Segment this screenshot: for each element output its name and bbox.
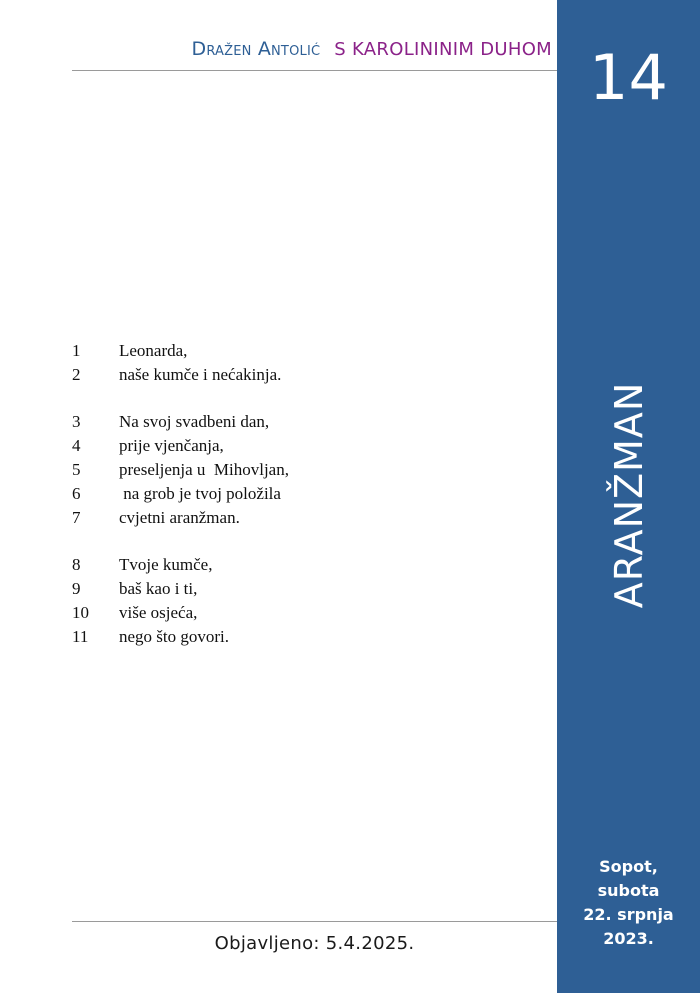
line-text: više osjeća, (119, 603, 198, 622)
line-number: 9 (72, 579, 81, 598)
line-number: 2 (72, 365, 81, 384)
poem-body (72, 340, 532, 673)
line-text: preseljenja u Mihovljan, (119, 460, 289, 479)
stanza (72, 554, 532, 650)
poem-line (72, 626, 532, 650)
page-header (72, 38, 552, 68)
poem-title: ARANŽMAN (607, 381, 651, 609)
stanza (72, 340, 532, 388)
line-number: 1 (72, 341, 81, 360)
line-text: Na svoj svadbeni dan, (119, 412, 270, 431)
book-title: S KAROLININIM DUHOM (334, 39, 552, 60)
poem-line (72, 483, 532, 507)
line-number: 7 (72, 508, 81, 527)
line-number: 5 (72, 460, 81, 479)
line-number: 3 (72, 412, 81, 431)
poem-line (72, 507, 532, 531)
line-text: baš kao i ti, (119, 579, 198, 598)
header-rule (72, 70, 557, 71)
sidebar (557, 0, 700, 993)
poem-line (72, 554, 532, 578)
line-text: cvjetni aranžman. (119, 508, 240, 527)
line-text: Leonarda, (119, 341, 188, 360)
place-date-line: 22. srpnja (583, 905, 674, 924)
line-number: 6 (72, 484, 81, 503)
line-number: 10 (72, 603, 89, 622)
place-date-line: subota (597, 881, 660, 900)
line-text: naše kumče i nećakinja. (119, 365, 282, 384)
line-text: na grob je tvoj položila (119, 484, 281, 503)
stanza (72, 411, 532, 531)
poem-line (72, 459, 532, 483)
line-text: Tvoje kumče, (119, 555, 213, 574)
line-number: 8 (72, 555, 81, 574)
published-date: Objavljeno: 5.4.2025. (214, 933, 415, 954)
page-number: 14 (589, 41, 668, 114)
place-date-line: 2023. (603, 929, 654, 948)
place-date-line: Sopot, (599, 857, 658, 876)
footer-rule (72, 921, 557, 922)
poem-title-container (557, 380, 700, 610)
author-name: Dražen Antolić (191, 38, 321, 60)
poem-line (72, 411, 532, 435)
line-text: prije vjenčanja, (119, 436, 224, 455)
poem-line (72, 578, 532, 602)
poem-line (72, 435, 532, 459)
poem-line (72, 340, 532, 364)
poem-line (72, 364, 532, 388)
line-number: 11 (72, 627, 89, 646)
poem-line (72, 602, 532, 626)
line-text: nego što govori. (119, 627, 230, 646)
place-date (557, 855, 700, 951)
line-number: 4 (72, 436, 81, 455)
